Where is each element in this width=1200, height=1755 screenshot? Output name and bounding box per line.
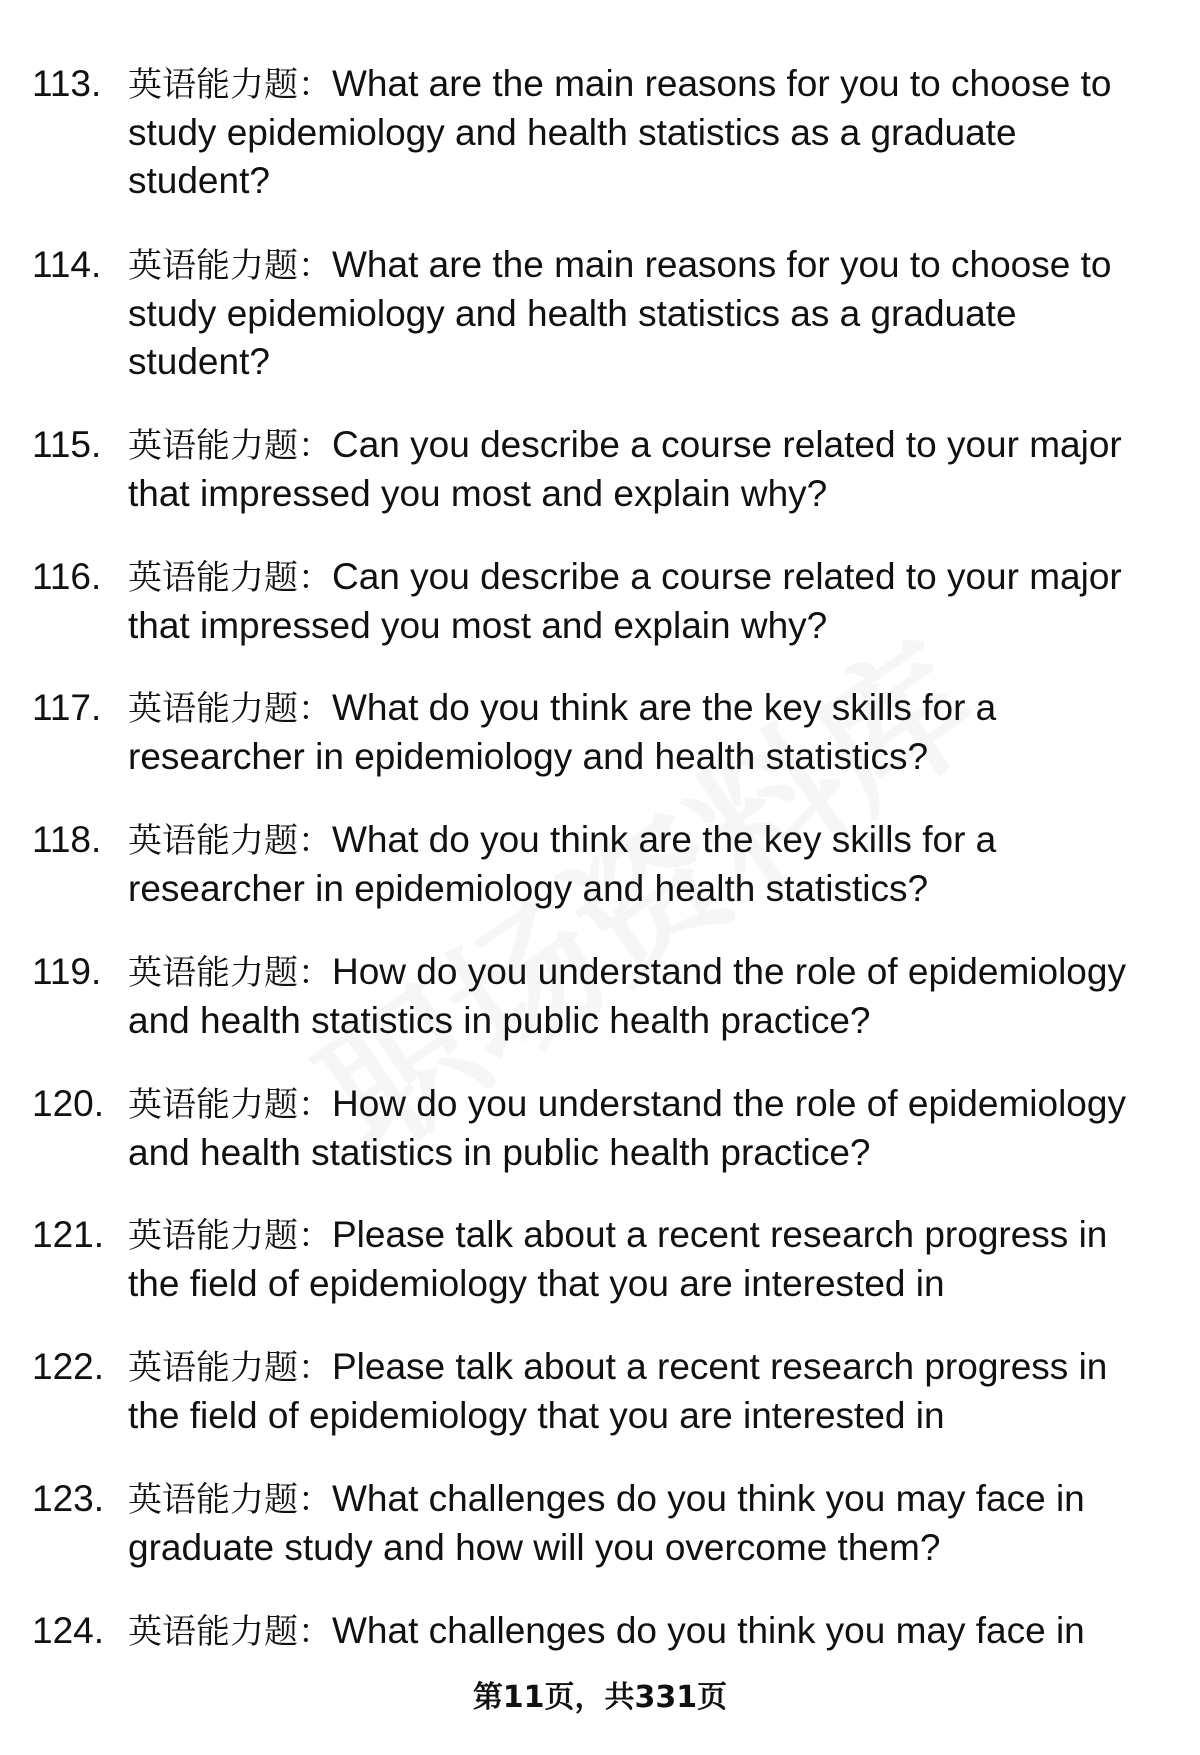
question-category: 英语能力题：: [128, 821, 332, 861]
question-text: What do you think are the key skills for a researcher in epidemiology and health statistics?: [128, 819, 997, 909]
question-number: 120.: [32, 1083, 105, 1124]
question-number: 119.: [32, 951, 102, 992]
question-text: What challenges do you think you may face in: [332, 1610, 1085, 1651]
question-body: [128, 684, 1168, 781]
question-category: 英语能力题：: [128, 1216, 332, 1256]
question-body: [128, 421, 1168, 518]
question-text: What are the main reasons for you to choose to study epidemiology and health statistics as a graduate student?: [128, 244, 1112, 382]
question-category: 英语能力题：: [128, 1480, 332, 1520]
question-category: 英语能力题：: [128, 689, 332, 729]
question-category: 英语能力题：: [128, 953, 332, 993]
question-category: 英语能力题：: [128, 246, 332, 286]
question-text: Can you describe a course related to your major that impressed you most and explain why?: [128, 424, 1122, 514]
question-text: Please talk about a recent research progress in the field of epidemiology that you are interested in: [128, 1346, 1108, 1436]
question-category: 英语能力题：: [128, 558, 332, 598]
question-body: [128, 553, 1168, 650]
question-number: 118.: [32, 819, 102, 860]
question-number: 113.: [32, 63, 102, 104]
question-body: [128, 1080, 1168, 1177]
question-number: 117.: [32, 687, 102, 728]
question-text: What do you think are the key skills for a researcher in epidemiology and health statistics?: [128, 687, 997, 777]
question-category: 英语能力题：: [128, 1085, 332, 1125]
question-body: [128, 1343, 1168, 1440]
question-text: What challenges do you think you may face in graduate study and how will you overcome them?: [128, 1478, 1085, 1568]
question-category: 英语能力题：: [128, 65, 332, 105]
question-number: 114.: [32, 244, 102, 285]
question-body: [128, 948, 1168, 1045]
question-body: [128, 1607, 1168, 1656]
question-category: 英语能力题：: [128, 426, 332, 466]
question-text: What are the main reasons for you to choose to study epidemiology and health statistics as a graduate student?: [128, 63, 1112, 201]
question-number: 115.: [32, 424, 102, 465]
question-number: 124.: [32, 1610, 105, 1651]
question-number: 122.: [32, 1346, 105, 1387]
question-category: 英语能力题：: [128, 1348, 332, 1388]
question-text: How do you understand the role of epidemiology and health statistics in public health practice?: [128, 1083, 1126, 1173]
question-body: [128, 60, 1168, 205]
question-text: How do you understand the role of epidemiology and health statistics in public health practice?: [128, 951, 1126, 1041]
question-number: 123.: [32, 1478, 105, 1519]
question-category: 英语能力题：: [128, 1612, 332, 1652]
question-number: 121.: [32, 1214, 105, 1255]
question-body: [128, 1211, 1168, 1308]
question-text: Please talk about a recent research progress in the field of epidemiology that you are interested in: [128, 1214, 1108, 1304]
question-body: [128, 1475, 1168, 1572]
question-number: 116.: [32, 556, 102, 597]
question-text: Can you describe a course related to your major that impressed you most and explain why?: [128, 556, 1122, 646]
page-footer: 第11页，共331页: [472, 1680, 728, 1715]
question-body: [128, 816, 1168, 913]
question-body: [128, 241, 1168, 386]
